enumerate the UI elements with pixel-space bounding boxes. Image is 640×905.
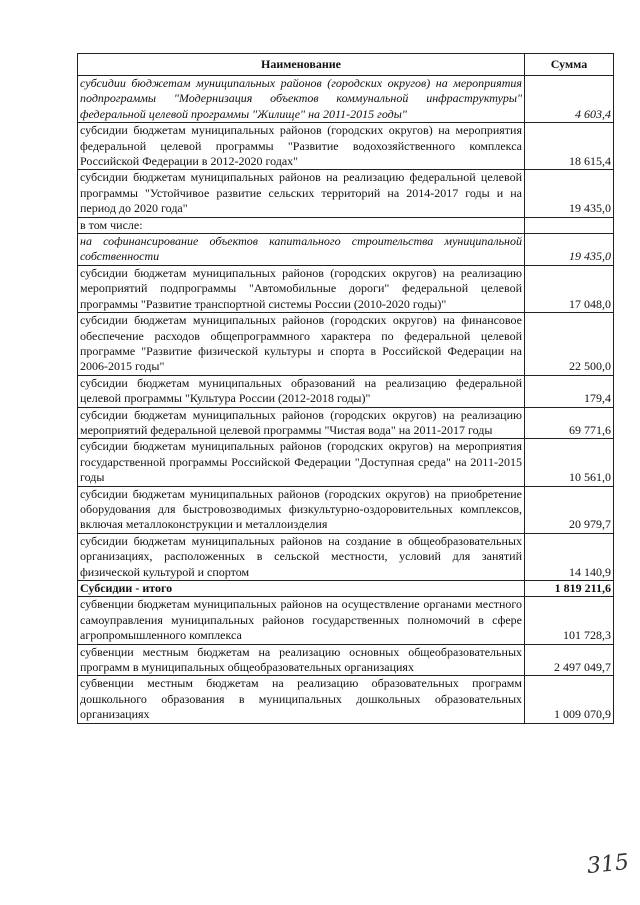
table-row bbox=[78, 407, 614, 439]
row-name: Субсидии - итого bbox=[78, 581, 525, 597]
table-row bbox=[78, 644, 614, 676]
table-header-row bbox=[78, 54, 614, 76]
row-sum: 101 728,3 bbox=[525, 597, 614, 644]
table-row bbox=[78, 581, 614, 597]
row-name: субвенции местным бюджетам на реализацию основных общеобразовательных программ в муниципальных общеобразовательных организациях bbox=[78, 644, 525, 676]
table-row bbox=[78, 676, 614, 723]
table-row bbox=[78, 597, 614, 644]
table-row bbox=[78, 533, 614, 580]
table-row bbox=[78, 76, 614, 123]
budget-table bbox=[77, 53, 614, 724]
row-sum: 10 561,0 bbox=[525, 439, 614, 486]
row-name: на софинансирование объектов капитального строительства муниципальной собственности bbox=[78, 234, 525, 266]
row-sum: 18 615,4 bbox=[525, 123, 614, 170]
row-name: субсидии бюджетам муниципальных районов (городских округов) на мероприятия государственной программы Российской Федерации "Доступная среда" на 2011-2015 годы bbox=[78, 439, 525, 486]
row-name: субсидии бюджетам муниципальных районов (городских округов) на мероприятия подпрограммы "Модернизация объектов коммунальной инфраструктуры" федеральной целевой программы "Жилище" на 2011-2015 годы" bbox=[78, 76, 525, 123]
row-sum: 179,4 bbox=[525, 375, 614, 407]
row-name: субсидии бюджетам муниципальных районов на реализацию федеральной целевой программы "Устойчивое развитие сельских территорий на 2014-2017 годы и на период до 2020 года" bbox=[78, 170, 525, 217]
table-row bbox=[78, 439, 614, 486]
row-sum: 1 009 070,9 bbox=[525, 676, 614, 723]
row-name: субвенции бюджетам муниципальных районов на осуществление органами местного самоуправления муниципальных районов государственных полномочий в сфере агропромышленного комплекса bbox=[78, 597, 525, 644]
row-name: субсидии бюджетам муниципальных районов (городских округов) на реализацию мероприятий подпрограммы "Автомобильные дороги" федеральной целевой программы "Развитие транспортной системы России (2010-2020 годы)" bbox=[78, 265, 525, 312]
table-row bbox=[78, 217, 614, 233]
table-row bbox=[78, 375, 614, 407]
row-sum: 4 603,4 bbox=[525, 76, 614, 123]
row-name: субсидии бюджетам муниципальных образований на реализацию федеральной целевой программы "Культура России (2012-2018 годы)" bbox=[78, 375, 525, 407]
row-name: субсидии бюджетам муниципальных районов (городских округов) на реализацию мероприятий федеральной целевой программы "Чистая вода" на 2011-2017 годы bbox=[78, 407, 525, 439]
table-row bbox=[78, 170, 614, 217]
row-sum: 2 497 049,7 bbox=[525, 644, 614, 676]
row-sum: 20 979,7 bbox=[525, 486, 614, 533]
row-sum: 69 771,6 bbox=[525, 407, 614, 439]
table-row bbox=[78, 234, 614, 266]
row-sum: 1 819 211,6 bbox=[525, 581, 614, 597]
row-sum: 22 500,0 bbox=[525, 313, 614, 376]
row-sum: 19 435,0 bbox=[525, 170, 614, 217]
table-row bbox=[78, 486, 614, 533]
row-name: субсидии бюджетам муниципальных районов (городских округов) на финансовое обеспечение расходов общепрограммного характера по федеральной целевой программе "Развитие физической культуры и спорта в Российской Федерации на 2006-2015 годы" bbox=[78, 313, 525, 376]
header-name: Наименование bbox=[78, 54, 525, 76]
row-name: субсидии бюджетам муниципальных районов (городских округов) на мероприятия федеральной целевой программы "Развитие водохозяйственного комплекса Российской Федерации в 2012-2020 годах" bbox=[78, 123, 525, 170]
table-row bbox=[78, 123, 614, 170]
table-row bbox=[78, 265, 614, 312]
header-sum: Сумма bbox=[525, 54, 614, 76]
row-name: субсидии бюджетам муниципальных районов на создание в общеобразовательных организациях, расположенных в сельской местности, условий для занятий физической культурой и спортом bbox=[78, 533, 525, 580]
table-row bbox=[78, 313, 614, 376]
row-sum bbox=[525, 217, 614, 233]
row-sum: 14 140,9 bbox=[525, 533, 614, 580]
row-sum: 17 048,0 bbox=[525, 265, 614, 312]
row-name: субсидии бюджетам муниципальных районов (городских округов) на приобретение оборудования для быстровозводимых физкультурно-оздоровительных комплексов, включая металлоконструкции и металлоизделия bbox=[78, 486, 525, 533]
row-name: субвенции местным бюджетам на реализацию образовательных программ дошкольного образования в муниципальных дошкольных образовательных организациях bbox=[78, 676, 525, 723]
page-number: 315 bbox=[585, 849, 631, 880]
row-name: в том числе: bbox=[78, 217, 525, 233]
row-sum: 19 435,0 bbox=[525, 234, 614, 266]
